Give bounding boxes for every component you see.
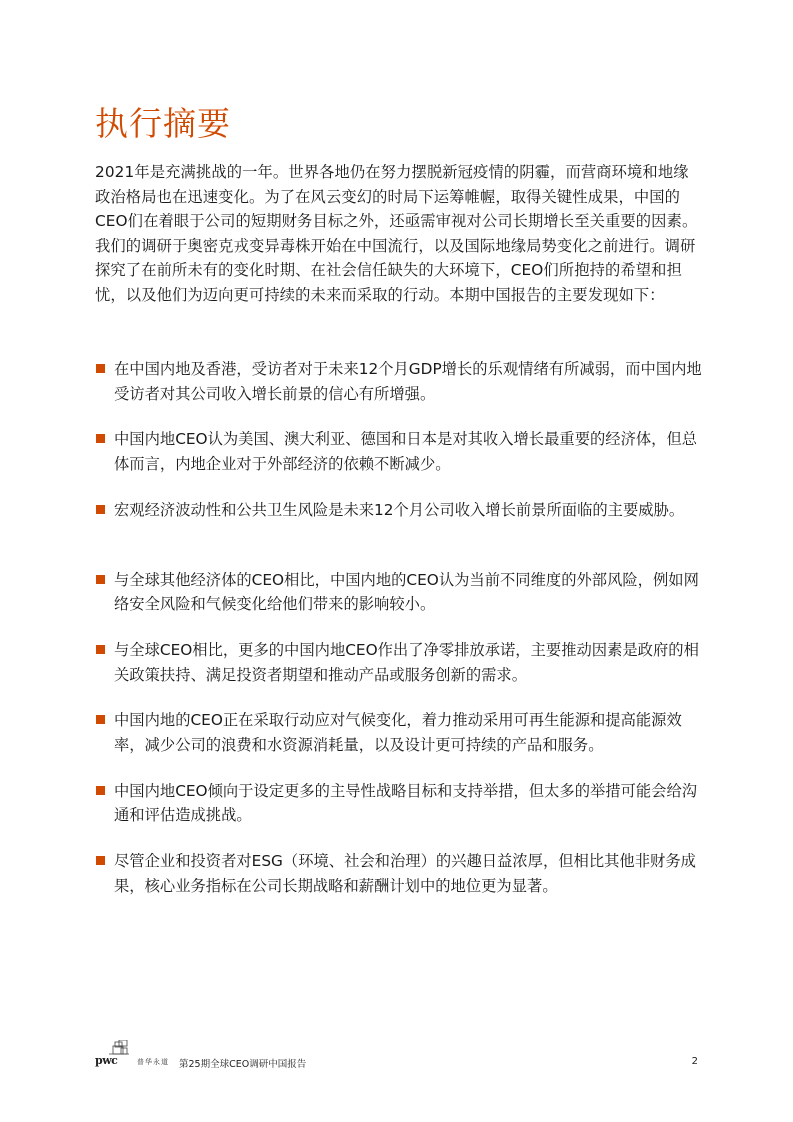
list-item	[95, 638, 703, 687]
bullet-square-icon	[96, 715, 105, 724]
list-item-text: 中国内地的CEO正在采取行动应对气候变化，着力推动采用可再生能源和提高能源效率，减少公司的浪费和水资源消耗量，以及设计更可持续的产品和服务。	[114, 711, 682, 754]
list-item	[95, 357, 703, 406]
list-item	[95, 708, 703, 757]
pwc-logo	[95, 1040, 131, 1068]
list-item-text: 与全球CEO相比，更多的中国内地CEO作出了净零排放承诺，主要推动因素是政府的相关政策扶持、满足投资者期望和推动产品或服务创新的需求。	[114, 641, 699, 684]
page-footer	[95, 1040, 703, 1070]
bullet-square-icon	[96, 786, 105, 795]
bullet-square-icon	[96, 575, 105, 584]
list-item	[95, 779, 703, 828]
bullet-square-icon	[96, 364, 105, 373]
list-item	[95, 849, 703, 898]
bullet-square-icon	[96, 856, 105, 865]
bullet-square-icon	[96, 505, 105, 514]
list-item	[95, 498, 703, 547]
list-item-text: 中国内地CEO倾向于设定更多的主导性战略目标和支持举措，但太多的举措可能会给沟通和评估造成挑战。	[114, 781, 698, 825]
bullet-square-icon	[96, 645, 105, 654]
page-title: 执行摘要	[95, 104, 231, 143]
list-item	[95, 427, 703, 476]
brand-chinese-name: 普华永道	[137, 1058, 169, 1066]
findings-list	[95, 357, 703, 919]
list-item-text: 中国内地CEO认为美国、澳大利亚、德国和日本是对其收入增长最重要的经济体，但总体而言，内地企业对于外部经济的依赖不断减少。	[114, 430, 698, 473]
list-item-text: 与全球其他经济体的CEO相比，中国内地的CEO认为当前不同维度的外部风险，例如网络安全风险和气候变化给他们带来的影响较小。	[114, 570, 699, 614]
list-item-text: 在中国内地及香港，受访者对于未来12个月GDP增长的乐观情绪有所减弱，而中国内地受访者对其公司收入增长前景的信心有所增强。	[114, 360, 702, 403]
list-item-text: 尽管企业和投资者对ESG（环境、社会和治理）的兴趣日益浓厚，但相比其他非财务成果，核心业务指标在公司长期战略和薪酬计划中的地位更为显著。	[114, 852, 696, 895]
intro-paragraph: 2021年是充满挑战的一年。世界各地仍在努力摆脱新冠疫情的阴霾，而营商环境和地缘政治格局也在迅速变化。为了在风云变幻的时局下运筹帷幄，取得关键性成果，中国的CEO们在着眼于公司的短期财务目标之外，还亟需审视对公司长期增长至关重要的因素。我们的调研于奥密克戎变异毒株开始在中国流行，以及国际地缘局势变化之前进行。调研探究了在前所未有的变化时期、在社会信任缺失的大环境下，CEO们所抱持的希望和担忧，以及他们为迈向更可持续的未来而采取的行动。本期中国报告的主要发现如下：	[95, 163, 698, 304]
list-item-text: 宏观经济波动性和公共卫生风险是未来12个月公司收入增长前景所面临的主要威胁。	[114, 500, 685, 519]
list-item	[95, 568, 703, 617]
report-name: 第25期全球CEO调研中国报告	[179, 1059, 307, 1070]
page-number: 2	[691, 1056, 698, 1067]
pwc-logo-text: pwc	[95, 1054, 118, 1067]
bullet-square-icon	[96, 434, 105, 443]
